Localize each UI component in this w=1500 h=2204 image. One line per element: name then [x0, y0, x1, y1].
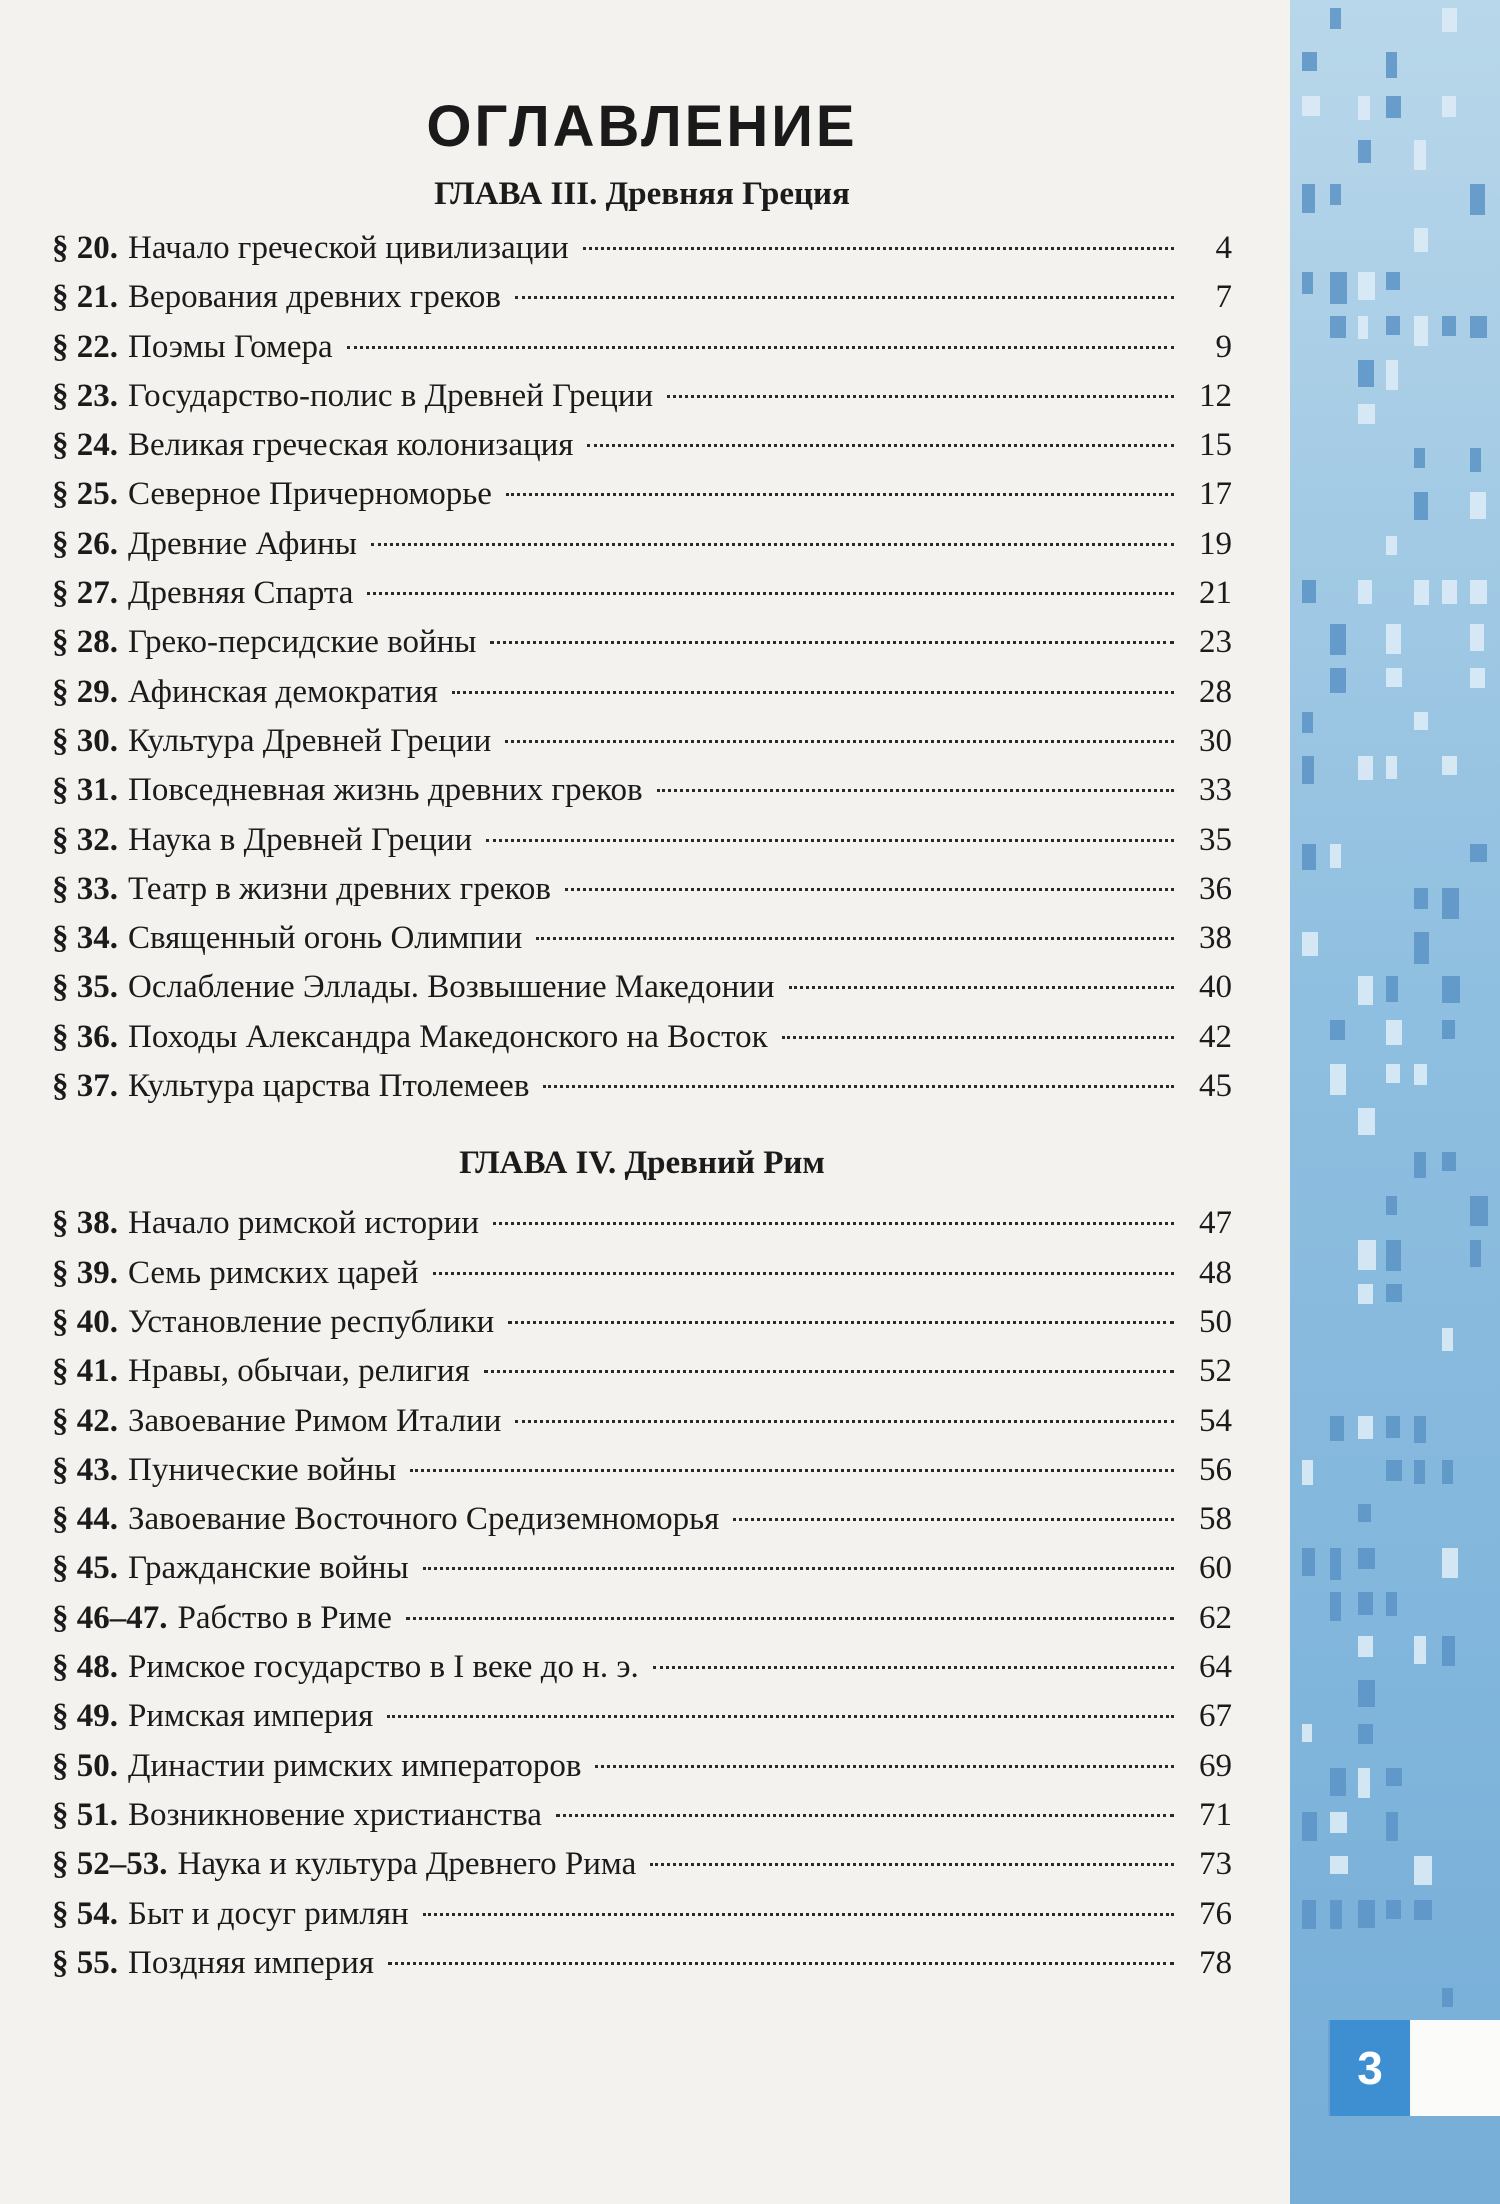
paragraph-number: § 45. [52, 1550, 118, 1587]
decorative-square [1386, 1064, 1400, 1083]
decorative-square [1414, 448, 1425, 468]
decorative-square [1414, 1152, 1426, 1178]
dot-leader [406, 1617, 1174, 1620]
dot-leader [388, 1962, 1174, 1965]
paragraph-number: § 48. [52, 1649, 118, 1686]
entry-title: Походы Александра Македонского на Восток [128, 1018, 768, 1055]
decorative-square [1442, 1152, 1456, 1171]
decorative-square [1470, 668, 1485, 688]
decorative-square [1442, 316, 1456, 336]
paragraph-number: § 36. [52, 1018, 118, 1055]
toc-entry[interactable] [52, 1249, 1232, 1298]
entry-page-number: 21 [1199, 575, 1232, 612]
decorative-square [1386, 536, 1397, 555]
dot-leader [667, 395, 1174, 398]
toc-entry[interactable] [52, 1742, 1232, 1791]
entry-page-number: 45 [1199, 1068, 1232, 1105]
entry-page-number: 12 [1199, 377, 1232, 414]
entry-page-number: 38 [1199, 920, 1232, 957]
dot-leader [515, 296, 1174, 299]
decorative-square [1302, 1812, 1317, 1841]
chapter-4-entries [52, 1199, 1232, 1988]
decorative-square [1442, 1548, 1458, 1578]
paragraph-number: § 50. [52, 1747, 118, 1784]
entry-page-number: 73 [1199, 1846, 1232, 1883]
paragraph-number: § 44. [52, 1501, 118, 1538]
entry-page-number: 56 [1199, 1451, 1232, 1488]
toc-entry[interactable] [52, 470, 1232, 519]
toc-entry[interactable] [52, 520, 1232, 569]
toc-entry[interactable] [52, 668, 1232, 717]
chapter-heading: ГЛАВА IV. Древний Рим [459, 1145, 825, 1182]
decorative-square [1358, 1592, 1373, 1615]
dot-leader [367, 592, 1174, 595]
entry-title: Завоевание Восточного Средиземноморья [128, 1501, 720, 1538]
toc-entry[interactable] [52, 1199, 1232, 1248]
decorative-square [1330, 184, 1341, 205]
toc-entry[interactable] [52, 1397, 1232, 1446]
dot-leader [490, 641, 1174, 644]
entry-title: Рабство в Риме [177, 1599, 392, 1636]
decorative-square [1386, 1900, 1401, 1919]
entry-page-number: 71 [1199, 1796, 1232, 1833]
decorative-square [1414, 228, 1428, 252]
entry-page-number: 17 [1199, 476, 1232, 513]
decorative-square [1414, 712, 1428, 730]
decorative-square [1358, 976, 1373, 1005]
decorative-square [1442, 756, 1457, 775]
toc-entry[interactable] [52, 865, 1232, 914]
decorative-square [1358, 1240, 1376, 1270]
decorative-square [1442, 1988, 1453, 2007]
decorative-square [1358, 1416, 1373, 1439]
dot-leader [565, 888, 1174, 891]
toc-entry[interactable] [52, 1840, 1232, 1889]
decorative-square [1414, 580, 1429, 605]
decorative-square [1330, 624, 1346, 655]
toc-entry[interactable] [52, 1446, 1232, 1495]
decorative-square [1330, 1856, 1348, 1874]
decorative-side-strip [1290, 0, 1500, 2204]
decorative-square [1330, 668, 1346, 693]
entry-page-number: 33 [1199, 772, 1232, 809]
dot-leader [506, 493, 1174, 496]
decorative-square [1358, 96, 1370, 120]
paragraph-number: § 35. [52, 969, 118, 1006]
decorative-square [1386, 976, 1398, 1002]
toc-entry[interactable] [52, 569, 1232, 618]
decorative-square [1358, 1284, 1373, 1304]
dot-leader [650, 1863, 1174, 1866]
paragraph-number: § 49. [52, 1698, 118, 1735]
decorative-square [1386, 1284, 1402, 1302]
entry-page-number: 9 [1215, 328, 1232, 365]
toc-entry[interactable] [52, 1939, 1232, 1988]
paragraph-number: § 26. [52, 525, 118, 562]
entry-page-number: 35 [1199, 821, 1232, 858]
paragraph-number: § 22. [52, 328, 118, 365]
dot-leader [782, 1036, 1174, 1039]
decorative-square [1386, 1768, 1402, 1786]
entry-title: Начало греческой цивилизации [128, 230, 569, 266]
paragraph-number: § 23. [52, 377, 118, 414]
toc-entry[interactable] [52, 1643, 1232, 1692]
decorative-square [1386, 52, 1397, 78]
paragraph-number: § 38. [52, 1205, 118, 1242]
decorative-square [1302, 756, 1314, 784]
entry-title: Быт и досуг римлян [128, 1895, 409, 1932]
entry-title: Возникновение христианства [128, 1796, 542, 1833]
paragraph-number: § 52–53. [52, 1846, 168, 1883]
entry-page-number: 78 [1199, 1944, 1232, 1981]
decorative-square [1302, 272, 1313, 294]
entry-page-number: 64 [1199, 1649, 1232, 1686]
decorative-square [1330, 1548, 1341, 1580]
decorative-square [1386, 316, 1400, 335]
dot-leader [423, 1567, 1174, 1570]
entry-title: Наука в Древней Греции [128, 821, 473, 858]
toc-entry[interactable] [52, 1298, 1232, 1347]
entry-title: Священный огонь Олимпии [128, 920, 523, 957]
paragraph-number: § 20. [52, 230, 118, 266]
decorative-square [1302, 52, 1317, 71]
decorative-square [1330, 1592, 1341, 1621]
decorative-square [1414, 316, 1428, 346]
paragraph-number: § 54. [52, 1895, 118, 1932]
decorative-square [1358, 1504, 1371, 1522]
entry-title: Великая греческая колонизация [128, 427, 574, 464]
entry-title: Поздняя империя [128, 1944, 375, 1981]
entry-page-number: 60 [1199, 1550, 1232, 1587]
entry-page-number: 42 [1199, 1018, 1232, 1055]
decorative-square [1330, 316, 1346, 338]
decorative-square [1386, 624, 1401, 654]
toc-entry[interactable] [52, 1544, 1232, 1593]
entry-page-number: 40 [1199, 969, 1232, 1006]
paragraph-number: § 55. [52, 1944, 118, 1981]
decorative-square [1358, 1724, 1373, 1744]
decorative-square [1302, 932, 1318, 956]
entry-title: Установление республики [128, 1303, 495, 1340]
entry-title: Государство-полис в Древней Греции [128, 377, 654, 414]
toc-entry[interactable] [52, 717, 1232, 766]
page-number-tab-blank [1412, 2020, 1500, 2116]
entry-page-number: 36 [1199, 870, 1232, 907]
dot-leader [371, 543, 1174, 546]
dot-leader [733, 1518, 1174, 1521]
entry-title: Начало римской истории [128, 1205, 479, 1242]
decorative-square [1470, 624, 1484, 651]
decorative-square [1470, 316, 1487, 338]
decorative-square [1302, 844, 1316, 870]
paragraph-number: § 40. [52, 1303, 118, 1340]
entry-title: Наука и культура Древнего Рима [177, 1846, 637, 1883]
entry-page-number: 4 [1215, 230, 1232, 266]
decorative-square [1358, 140, 1371, 163]
entry-title: Древняя Спарта [128, 575, 354, 612]
paragraph-number: § 39. [52, 1254, 118, 1291]
decorative-square [1442, 1020, 1455, 1039]
decorative-square [1470, 492, 1486, 519]
entry-title: Семь римских царей [128, 1254, 419, 1291]
decorative-square [1414, 140, 1426, 170]
paragraph-number: § 28. [52, 624, 118, 661]
decorative-square [1358, 316, 1368, 339]
entry-page-number: 15 [1199, 427, 1232, 464]
toc-entry[interactable] [52, 618, 1232, 667]
decorative-square [1386, 1812, 1398, 1841]
decorative-square [1414, 888, 1428, 909]
decorative-square [1330, 8, 1341, 29]
paragraph-number: § 32. [52, 821, 118, 858]
dot-leader [595, 1765, 1174, 1768]
dot-leader [556, 1814, 1174, 1817]
decorative-square [1330, 1900, 1342, 1929]
decorative-square [1358, 1548, 1375, 1569]
decorative-square [1414, 492, 1428, 520]
toc-entry[interactable] [52, 1495, 1232, 1544]
decorative-square [1330, 1812, 1347, 1833]
entry-title: Династии римских императоров [128, 1747, 582, 1784]
entry-title: Римское государство в I веке до н. э. [128, 1649, 639, 1686]
decorative-square [1302, 712, 1313, 733]
decorative-square [1302, 96, 1320, 116]
entry-page-number: 52 [1199, 1353, 1232, 1390]
decorative-square [1358, 1636, 1373, 1657]
page-number: 3 [1330, 2020, 1410, 2116]
decorative-square [1358, 756, 1373, 780]
toc-entry[interactable] [52, 766, 1232, 815]
decorative-square [1386, 1416, 1400, 1438]
decorative-square [1442, 96, 1456, 117]
decorative-square [1358, 1768, 1370, 1798]
decorative-square [1302, 1460, 1313, 1485]
decorative-square [1330, 1064, 1346, 1095]
decorative-square [1386, 272, 1400, 290]
entry-page-number: 7 [1215, 279, 1232, 316]
decorative-square [1386, 668, 1402, 687]
decorative-square [1442, 1328, 1453, 1351]
paragraph-number: § 21. [52, 279, 118, 316]
decorative-square [1442, 8, 1457, 32]
entry-page-number: 19 [1199, 525, 1232, 562]
toc-entry[interactable] [52, 1594, 1232, 1643]
entry-page-number: 50 [1199, 1303, 1232, 1340]
paragraph-number: § 42. [52, 1402, 118, 1439]
decorative-square [1386, 360, 1398, 390]
entry-title: Греко-персидские войны [128, 624, 477, 661]
entry-title: Северное Причерноморье [128, 476, 492, 513]
decorative-square [1358, 360, 1374, 387]
entry-page-number: 58 [1199, 1501, 1232, 1538]
decorative-square [1330, 272, 1347, 304]
dot-leader [536, 937, 1174, 940]
dot-leader [583, 247, 1174, 250]
dot-leader [789, 986, 1174, 989]
entry-title: Верования древних греков [128, 279, 501, 316]
decorative-square [1386, 1240, 1401, 1271]
toc-entry[interactable] [52, 914, 1232, 963]
dot-leader [484, 1370, 1174, 1373]
chapter-4 [52, 1133, 1232, 1988]
paragraph-number: § 34. [52, 920, 118, 957]
chapter-heading: ГЛАВА III. Древняя Греция [434, 176, 850, 212]
decorative-square [1386, 1020, 1402, 1045]
decorative-square [1302, 1724, 1312, 1742]
dot-leader [657, 789, 1174, 792]
toc-entry[interactable] [52, 1890, 1232, 1939]
paragraph-number: § 51. [52, 1796, 118, 1833]
paragraph-number: § 24. [52, 427, 118, 464]
dot-leader [515, 1420, 1174, 1423]
dot-leader [410, 1469, 1174, 1472]
entry-title: Римская империя [128, 1698, 374, 1735]
decorative-square [1302, 1900, 1316, 1929]
entry-page-number: 62 [1199, 1599, 1232, 1636]
decorative-square [1386, 1460, 1402, 1481]
decorative-square [1330, 1020, 1345, 1040]
dot-leader [452, 691, 1174, 694]
entry-title: Театр в жизни древних греков [128, 870, 551, 907]
entry-title: Повседневная жизнь древних греков [128, 772, 643, 809]
decorative-square [1442, 580, 1457, 604]
entry-page-number: 23 [1199, 624, 1232, 661]
toc-entry[interactable] [52, 1013, 1232, 1062]
paragraph-number: § 25. [52, 476, 118, 513]
dot-leader [587, 444, 1174, 447]
dot-leader [347, 346, 1174, 349]
entry-page-number: 48 [1199, 1254, 1232, 1291]
entry-title: Афинская демократия [128, 673, 438, 710]
decorative-square [1386, 1592, 1397, 1616]
toc-entry[interactable] [52, 1347, 1232, 1396]
dot-leader [505, 740, 1174, 743]
paragraph-number: § 31. [52, 772, 118, 809]
paragraph-number: § 29. [52, 673, 118, 710]
entry-page-number: 28 [1199, 673, 1232, 710]
entry-title: Поэмы Гомера [128, 328, 333, 365]
toc-entry[interactable] [52, 1062, 1232, 1111]
decorative-square [1414, 1064, 1427, 1085]
entry-page-number: 30 [1199, 722, 1232, 759]
decorative-square [1414, 1460, 1425, 1484]
decorative-square [1386, 756, 1397, 779]
decorative-square [1414, 1416, 1426, 1443]
toc-entry[interactable] [52, 323, 1232, 372]
paragraph-number: § 41. [52, 1353, 118, 1390]
decorative-square [1302, 580, 1316, 603]
decorative-square [1358, 404, 1375, 424]
entry-title: Культура царства Птолемеев [128, 1068, 530, 1105]
decorative-square [1358, 1108, 1375, 1135]
dot-leader [653, 1666, 1174, 1669]
toc-entry[interactable] [52, 372, 1232, 421]
entry-page-number: 47 [1199, 1205, 1232, 1242]
toc-entry[interactable] [52, 421, 1232, 470]
decorative-square [1330, 1768, 1346, 1796]
entry-title: Нравы, обычаи, религия [128, 1353, 470, 1390]
dot-leader [387, 1715, 1174, 1718]
entry-title: Древние Афины [128, 525, 357, 562]
entry-title: Завоевание Римом Италии [128, 1402, 502, 1439]
entry-title: Пунические войны [128, 1451, 397, 1488]
paragraph-number: § 37. [52, 1068, 118, 1105]
decorative-square [1470, 184, 1485, 215]
entry-page-number: 67 [1199, 1698, 1232, 1735]
paragraph-number: § 30. [52, 722, 118, 759]
paragraph-number: § 46–47. [52, 1599, 168, 1636]
toc-entry[interactable] [52, 273, 1232, 322]
toc-entry[interactable] [52, 816, 1232, 865]
entry-page-number: 69 [1199, 1747, 1232, 1784]
decorative-square [1386, 96, 1401, 118]
decorative-square [1414, 1900, 1432, 1920]
dot-leader [508, 1321, 1174, 1324]
toc-entry[interactable] [52, 963, 1232, 1012]
decorative-square [1330, 844, 1341, 868]
toc-entry[interactable] [52, 1791, 1232, 1840]
decorative-square [1470, 844, 1487, 862]
decorative-square [1358, 272, 1375, 300]
decorative-square [1414, 932, 1429, 964]
decorative-square [1470, 448, 1481, 472]
decorative-square [1302, 184, 1315, 213]
toc-entry[interactable] [52, 224, 1232, 273]
decorative-square [1442, 888, 1459, 919]
chapter-3-entries [52, 224, 1232, 1111]
entry-page-number: 76 [1199, 1895, 1232, 1932]
decorative-square [1470, 1240, 1481, 1267]
decorative-square [1442, 1460, 1453, 1484]
paragraph-number: § 43. [52, 1451, 118, 1488]
decorative-square [1358, 1900, 1375, 1928]
toc-heading: ОГЛАВЛЕНИЕ [426, 94, 858, 159]
entry-title: Культура Древней Греции [128, 722, 492, 759]
decorative-square [1358, 1680, 1375, 1707]
entry-page-number: 54 [1199, 1402, 1232, 1439]
dot-leader [493, 1222, 1174, 1225]
decorative-square [1442, 976, 1460, 1003]
paragraph-number: § 33. [52, 870, 118, 907]
entry-title: Гражданские войны [128, 1550, 409, 1587]
decorative-square [1442, 1636, 1455, 1666]
dot-leader [486, 839, 1174, 842]
dot-leader [433, 1272, 1175, 1275]
chapter-3 [52, 164, 1232, 1111]
decorative-square [1386, 1196, 1397, 1215]
decorative-square [1330, 1416, 1344, 1441]
dot-leader [543, 1085, 1174, 1088]
decorative-square [1414, 1856, 1432, 1885]
dot-leader [423, 1913, 1174, 1916]
decorative-square [1358, 580, 1372, 604]
toc-entry[interactable] [52, 1692, 1232, 1741]
decorative-square [1470, 1196, 1488, 1226]
decorative-square [1302, 1548, 1315, 1576]
paragraph-number: § 27. [52, 575, 118, 612]
entry-title: Ослабление Эллады. Возвышение Македонии [128, 969, 775, 1006]
decorative-square [1470, 580, 1487, 604]
table-of-contents [52, 90, 1232, 1988]
decorative-square [1414, 1636, 1426, 1664]
